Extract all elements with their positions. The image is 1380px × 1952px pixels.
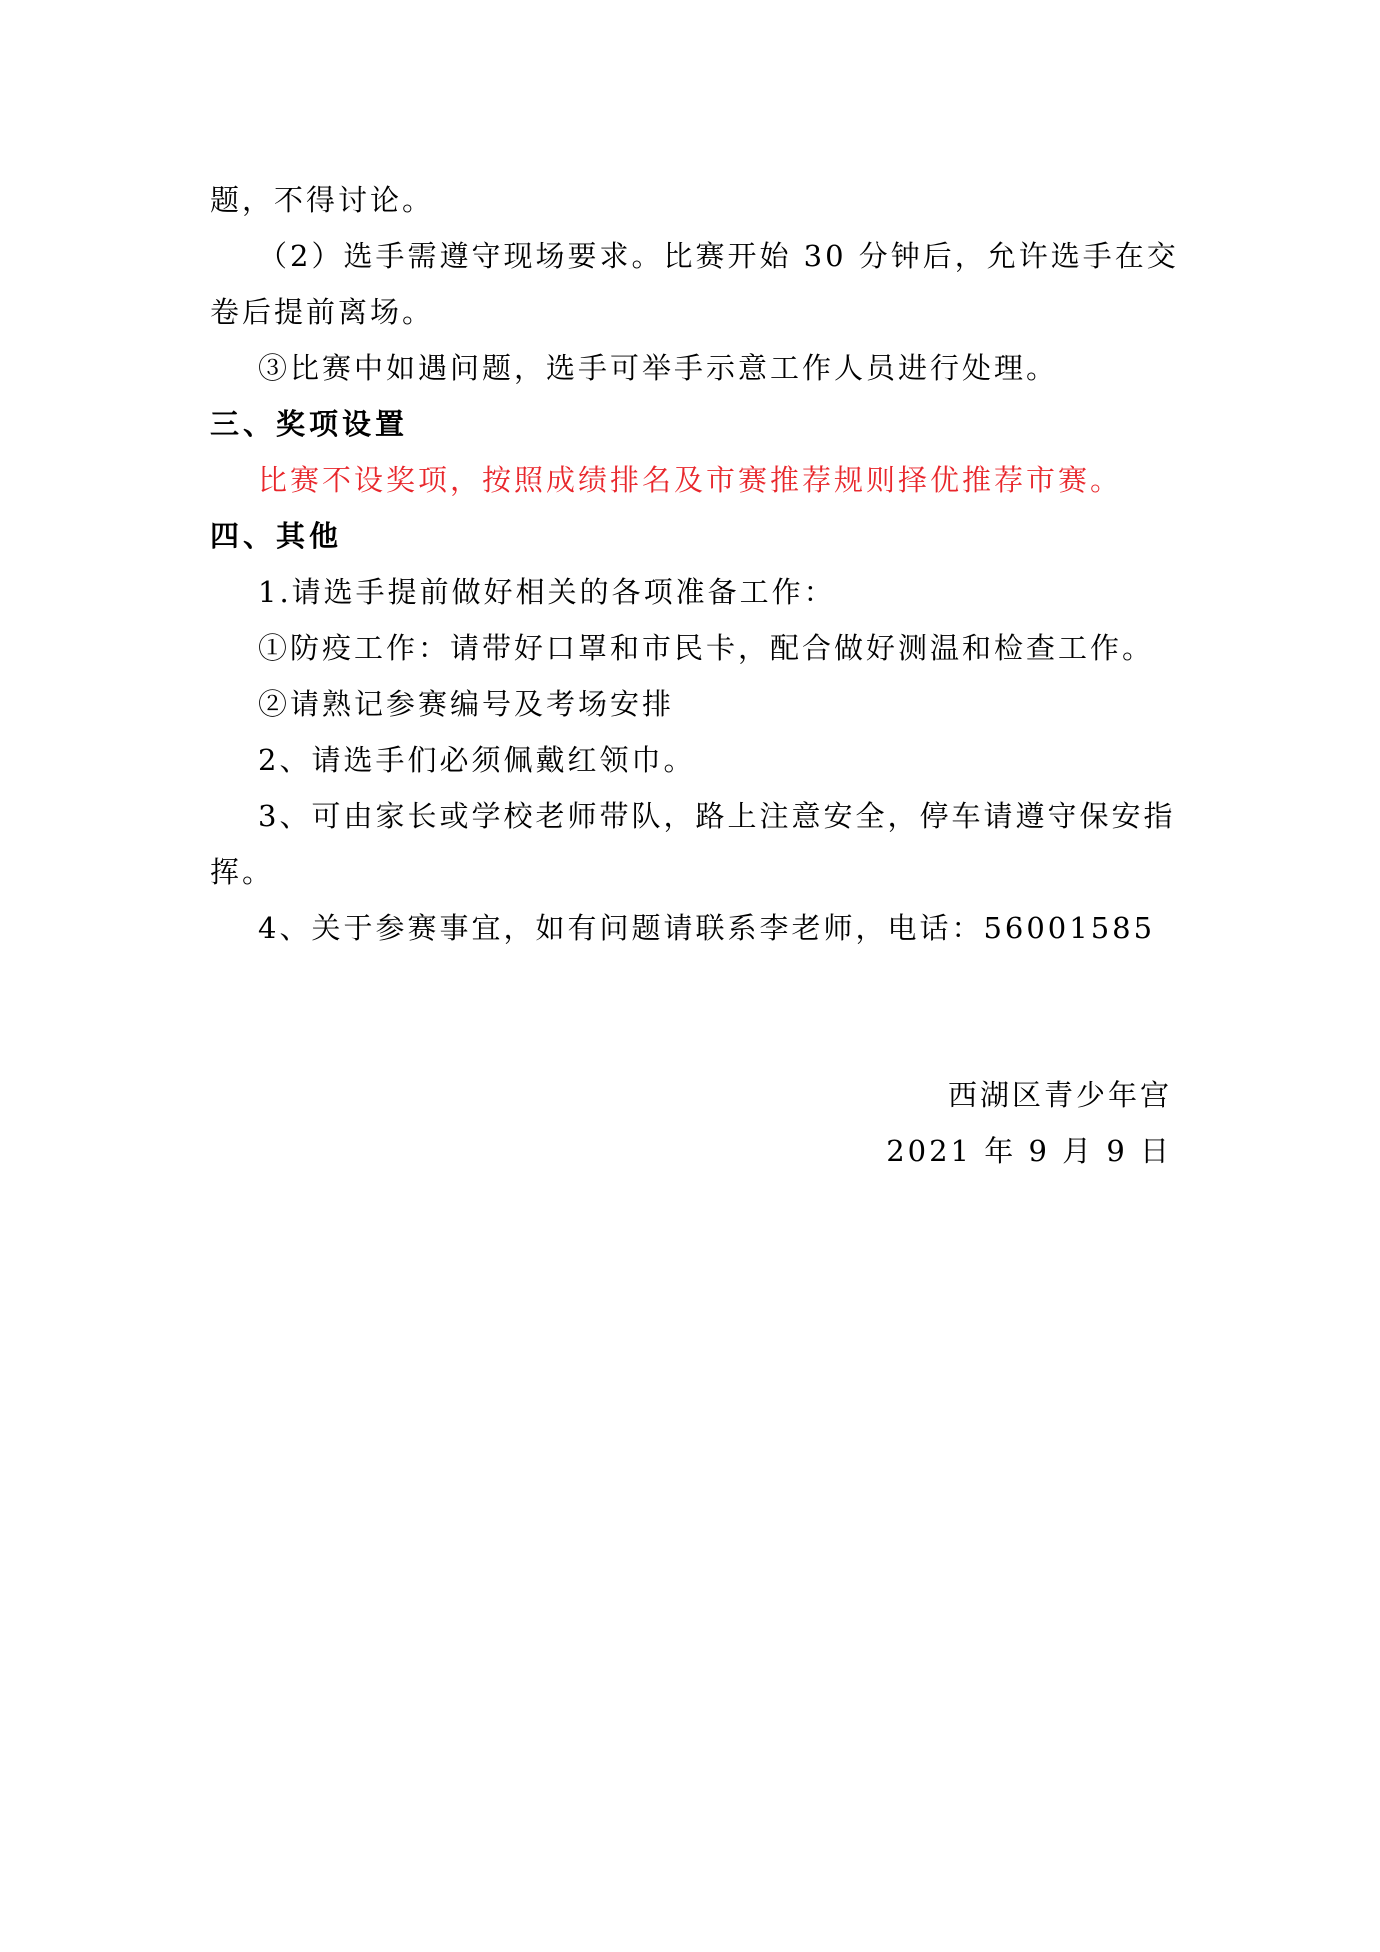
other-item-4: 4、关于参赛事宜，如有问题请联系李老师，电话：56001585 [258, 911, 1156, 945]
other-item-3-cont: 挥。 [210, 855, 275, 889]
body-line-2: （2）选手需遵守现场要求。比赛开始 30 分钟后，允许选手在交 [258, 239, 1179, 273]
awards-note: 比赛不设奖项，按照成绩排名及市赛推荐规则择优推荐市赛。 [258, 463, 1123, 497]
other-item-3: 3、可由家长或学校老师带队，路上注意安全，停车请遵守保安指 [258, 799, 1176, 833]
signature-organization: 西湖区青少年宫 [947, 1078, 1172, 1112]
signature-date: 2021 年 9 月 9 日 [886, 1134, 1172, 1168]
body-line-3: 卷后提前离场。 [210, 295, 435, 329]
other-item-1: 1.请选手提前做好相关的各项准备工作： [258, 575, 836, 609]
other-item-1b: ②请熟记参赛编号及考场安排 [258, 687, 675, 721]
body-line-4: ③比赛中如遇问题，选手可举手示意工作人员进行处理。 [258, 351, 1059, 385]
other-item-1a: ①防疫工作：请带好口罩和市民卡，配合做好测温和检查工作。 [258, 631, 1155, 665]
other-item-2: 2、请选手们必须佩戴红领巾。 [258, 743, 696, 777]
section-heading-awards: 三、奖项设置 [210, 407, 409, 441]
section-heading-other: 四、其他 [210, 519, 343, 553]
body-line-1: 题，不得讨论。 [210, 183, 435, 217]
